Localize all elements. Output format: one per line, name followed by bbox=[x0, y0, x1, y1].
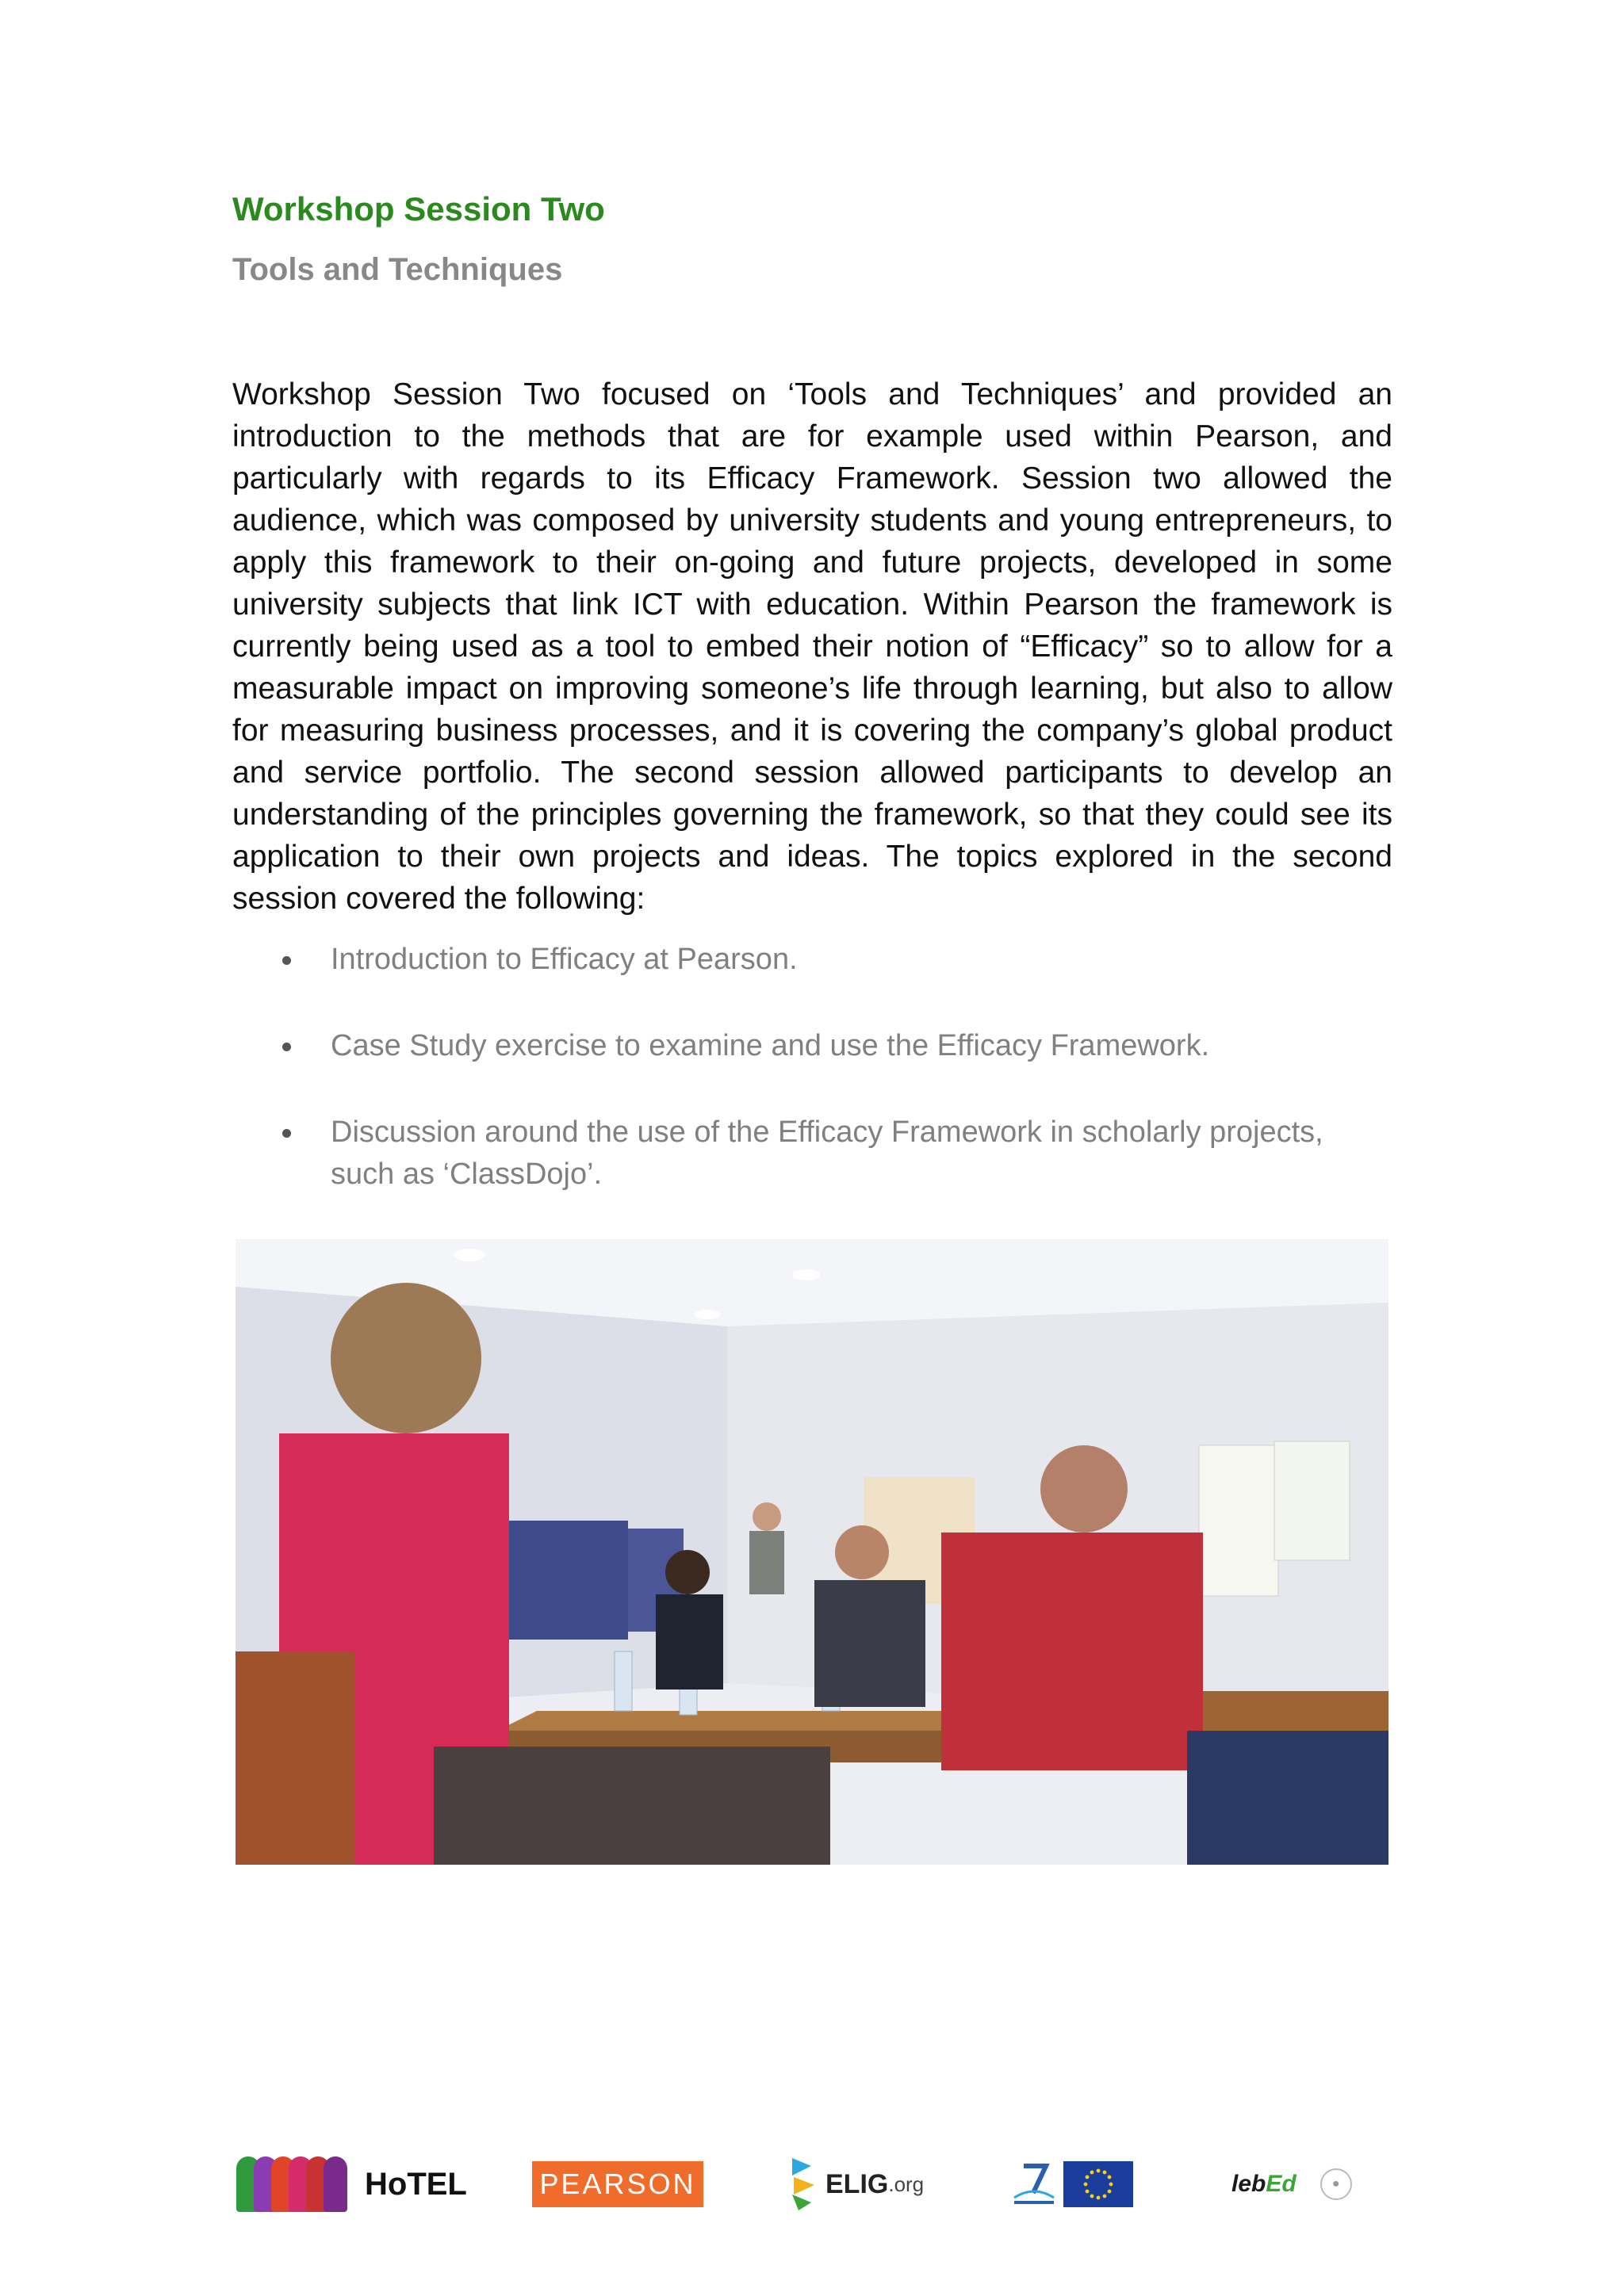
list-item bbox=[232, 1112, 1392, 1196]
eu-flag-icon bbox=[1063, 2161, 1133, 2207]
lebed-logo-text bbox=[1231, 2171, 1297, 2198]
list-item bbox=[232, 939, 1392, 981]
list-item bbox=[232, 1025, 1392, 1067]
bullet-dot-icon bbox=[282, 1129, 291, 1138]
list-item-text: Discussion around the use of the Efficacy Framework in scholarly projects, such as ‘ClassDojo’. bbox=[331, 1115, 1323, 1191]
hotel-logo bbox=[236, 2141, 467, 2228]
list-item-text: Introduction to Efficacy at Pearson. bbox=[331, 943, 798, 976]
workshop-photo-illustration bbox=[236, 1239, 1388, 1865]
hotel-logo-text: HoTEL bbox=[365, 2166, 467, 2202]
hotel-heads-icon bbox=[236, 2156, 341, 2212]
section-title: Workshop Session Two bbox=[232, 190, 605, 228]
workshop-photo bbox=[236, 1239, 1388, 1865]
section-subtitle: Tools and Techniques bbox=[232, 252, 563, 287]
elig-logo-text: ELIG bbox=[825, 2168, 889, 2199]
pearson-logo-text: PEARSON bbox=[532, 2161, 703, 2207]
topics-list bbox=[232, 939, 1392, 1240]
fp7-icon bbox=[1009, 2161, 1059, 2207]
lebed-logo-text-leb: leb bbox=[1231, 2171, 1266, 2197]
partner-seal-icon: ● bbox=[1320, 2168, 1352, 2200]
bullet-dot-icon bbox=[282, 956, 291, 965]
elig-logo bbox=[787, 2141, 930, 2228]
elig-logo-suffix: .org bbox=[888, 2172, 925, 2196]
list-item-text: Case Study exercise to examine and use the Efficacy Framework. bbox=[331, 1029, 1210, 1062]
elig-mark-icon bbox=[787, 2156, 819, 2212]
eu-fp7-logo bbox=[1009, 2141, 1144, 2228]
lebed-logo-text-ed: Ed bbox=[1266, 2171, 1297, 2197]
footer-logos bbox=[232, 2141, 1392, 2228]
pearson-logo bbox=[532, 2141, 707, 2228]
body-paragraph: Workshop Session Two focused on ‘Tools and Techniques’ and provided an introduction to the methods that are for example used within Pearson, and particularly with regards to its Efficacy Framework. Session two allowed the audience, which was composed by university students and young entrepreneurs, to apply this framework to their on-going and future projects, developed in some university subjects that link ICT with education. Within Pearson the framework is currently being used as a tool to embed their notion of “Efficacy” so to allow for a measurable impact on improving someone’s life through learning, but also to allow for measuring business processes, and it is covering the company’s global product and service portfolio. The second session allowed participants to develop an understanding of the principles governing the framework, so that they could see its application to their own projects and ideas. The topics explored in the second session covered the following: bbox=[232, 377, 1392, 916]
lebed-logo bbox=[1231, 2141, 1390, 2228]
bullet-dot-icon bbox=[282, 1043, 291, 1051]
